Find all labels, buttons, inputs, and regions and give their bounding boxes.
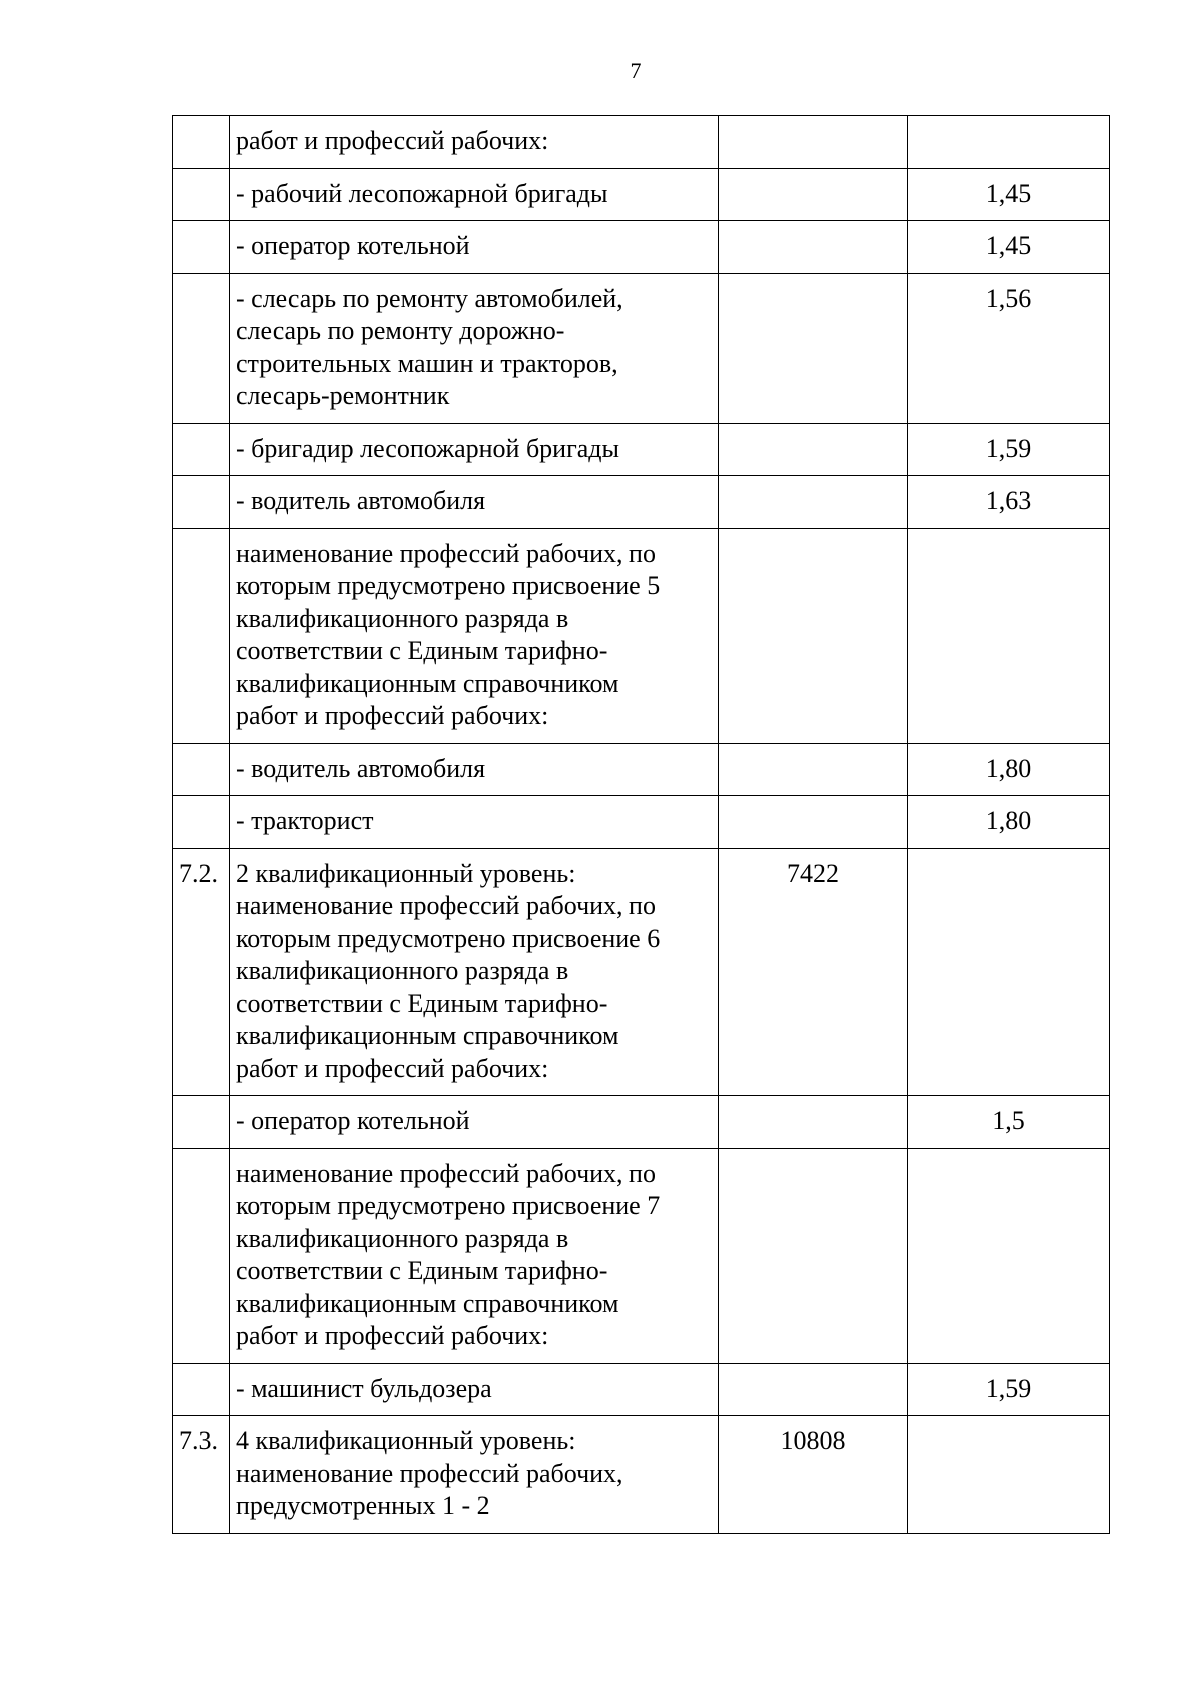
row-coefficient-text: 1,5 <box>992 1106 1025 1135</box>
row-number-text: 7.3. <box>179 1426 218 1455</box>
row-coefficient-cell <box>908 1148 1110 1363</box>
row-description-text: - бригадир лесопожарной бригады <box>236 433 619 463</box>
row-description-cell <box>230 168 719 221</box>
table-row <box>173 1148 1110 1363</box>
table-row <box>173 168 1110 221</box>
row-number-cell <box>173 1148 230 1363</box>
row-salary-cell <box>719 1363 908 1416</box>
table-row <box>173 743 1110 796</box>
row-coefficient-cell <box>908 1096 1110 1149</box>
row-number-cell <box>173 1096 230 1149</box>
row-coefficient-cell <box>908 116 1110 169</box>
row-coefficient-text: 1,59 <box>985 433 1032 463</box>
row-number-cell <box>173 743 230 796</box>
row-salary-text: 7422 <box>787 858 839 888</box>
row-coefficient-text: 1,80 <box>985 753 1032 783</box>
table-row <box>173 1416 1110 1534</box>
table-body <box>173 116 1110 1534</box>
row-number-cell <box>173 168 230 221</box>
row-description-cell <box>230 221 719 274</box>
row-description-cell <box>230 476 719 529</box>
row-coefficient-text: 1,63 <box>985 486 1032 515</box>
row-description-cell <box>230 848 719 1096</box>
row-description-cell <box>230 743 719 796</box>
row-description-cell <box>230 1416 719 1534</box>
row-number-cell <box>173 116 230 169</box>
row-coefficient-cell <box>908 796 1110 849</box>
row-description-text: наименование профессий рабочих, по которым предусмотрено присвоение 7 квалификационного разряда в соответствии с Единым тарифно- квалификационным справочником работ и профессий рабочих: <box>236 1158 661 1350</box>
table-row <box>173 423 1110 476</box>
row-salary-cell <box>719 1148 908 1363</box>
row-salary-cell <box>719 273 908 423</box>
row-salary-cell <box>719 168 908 221</box>
row-description-text: - рабочий лесопожарной бригады <box>236 178 608 208</box>
row-description-text: - тракторист <box>236 806 374 835</box>
row-description-text: - машинист бульдозера <box>236 1373 492 1403</box>
row-salary-cell <box>719 476 908 529</box>
row-number-cell <box>173 273 230 423</box>
row-coefficient-cell <box>908 273 1110 423</box>
row-coefficient-cell <box>908 1363 1110 1416</box>
row-description-text: 4 квалификационный уровень: наименование профессий рабочих, предусмотренных 1 - 2 <box>236 1426 623 1520</box>
row-description-cell <box>230 528 719 743</box>
row-number-cell <box>173 528 230 743</box>
table-row <box>173 1096 1110 1149</box>
row-coefficient-cell <box>908 168 1110 221</box>
table-row <box>173 528 1110 743</box>
row-coefficient-cell <box>908 528 1110 743</box>
row-description-text: - водитель автомобиля <box>236 486 486 515</box>
row-description-cell <box>230 1096 719 1149</box>
row-number-cell <box>173 423 230 476</box>
row-salary-cell <box>719 116 908 169</box>
row-coefficient-cell <box>908 221 1110 274</box>
row-salary-cell <box>719 796 908 849</box>
table-row <box>173 116 1110 169</box>
row-description-text: - водитель автомобиля <box>236 753 486 783</box>
row-coefficient-text: 1,80 <box>985 806 1032 835</box>
salary-table <box>172 115 1110 1534</box>
table-row <box>173 848 1110 1096</box>
row-coefficient-cell <box>908 848 1110 1096</box>
row-description-text: - оператор котельной <box>236 231 470 260</box>
row-coefficient-text: 1,45 <box>985 178 1032 208</box>
row-description-cell <box>230 1148 719 1363</box>
row-description-cell <box>230 796 719 849</box>
row-salary-cell <box>719 848 908 1096</box>
row-description-text: 2 квалификационный уровень: наименование профессий рабочих, по которым предусмотрено присвоение 6 квалификационного разряда в соответствии с Единым тарифно- квалификационным справочником работ и профессий рабочих: <box>236 858 661 1083</box>
row-coefficient-text: 1,56 <box>985 283 1032 313</box>
row-salary-cell <box>719 1096 908 1149</box>
row-salary-cell <box>719 743 908 796</box>
row-salary-cell <box>719 1416 908 1534</box>
row-coefficient-cell <box>908 743 1110 796</box>
row-salary-text: 10808 <box>780 1426 846 1455</box>
row-coefficient-text: 1,59 <box>985 1373 1032 1403</box>
page-number: 7 <box>630 58 642 83</box>
row-description-cell <box>230 273 719 423</box>
table-row <box>173 1363 1110 1416</box>
table-row <box>173 221 1110 274</box>
row-description-text: наименование профессий рабочих, по которым предусмотрено присвоение 5 квалификационного разряда в соответствии с Единым тарифно- квалификационным справочником работ и профессий рабочих: <box>236 538 661 730</box>
row-description-text: - слесарь по ремонту автомобилей, слесарь по ремонту дорожно- строительных машин и тракторов, слесарь-ремонтник <box>236 283 623 410</box>
table-row <box>173 273 1110 423</box>
row-coefficient-text: 1,45 <box>985 231 1032 260</box>
row-description-cell <box>230 1363 719 1416</box>
row-coefficient-cell <box>908 1416 1110 1534</box>
row-salary-cell <box>719 528 908 743</box>
row-number-cell <box>173 221 230 274</box>
row-description-cell <box>230 116 719 169</box>
row-number-text: 7.2. <box>179 858 218 888</box>
row-coefficient-cell <box>908 423 1110 476</box>
row-number-cell <box>173 1363 230 1416</box>
row-number-cell <box>173 1416 230 1534</box>
row-number-cell <box>173 476 230 529</box>
row-number-cell <box>173 796 230 849</box>
row-description-cell <box>230 423 719 476</box>
row-salary-cell <box>719 221 908 274</box>
row-description-text: работ и профессий рабочих: <box>236 126 549 155</box>
table-row <box>173 476 1110 529</box>
row-description-text: - оператор котельной <box>236 1106 470 1135</box>
table-row <box>173 796 1110 849</box>
row-salary-cell <box>719 423 908 476</box>
row-number-cell <box>173 848 230 1096</box>
row-coefficient-cell <box>908 476 1110 529</box>
